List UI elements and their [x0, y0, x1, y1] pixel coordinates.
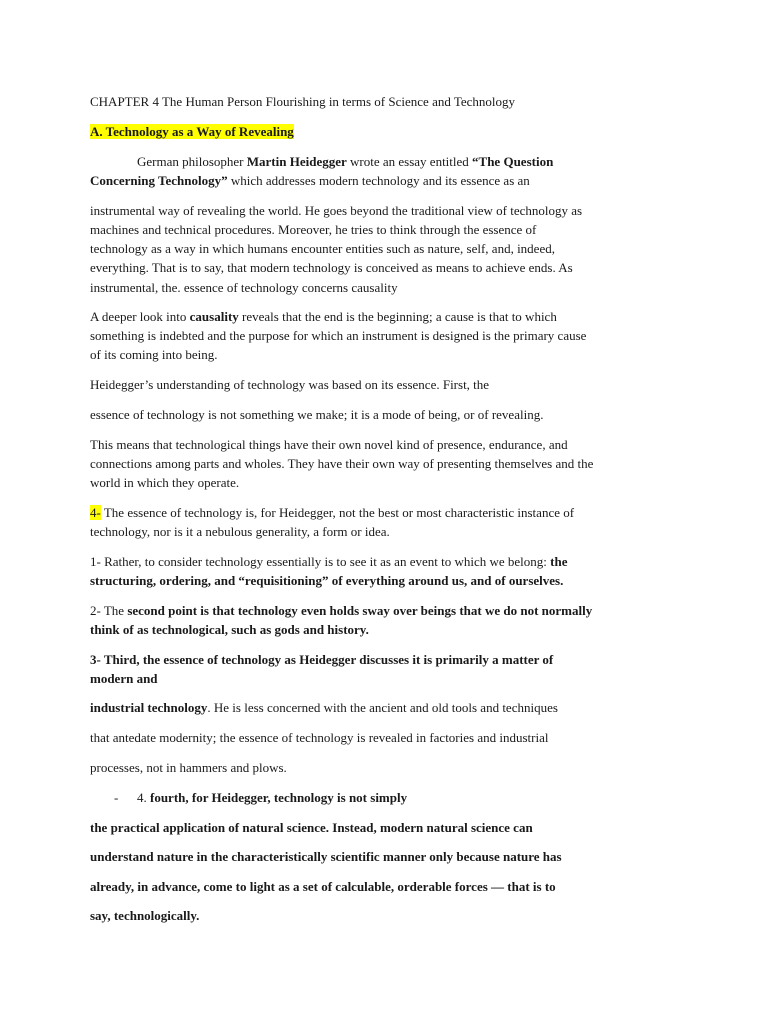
para10-line2: modern and — [90, 671, 158, 686]
bold-run: Concerning Technology” — [90, 173, 228, 188]
bold-run: causality — [189, 309, 239, 324]
para2-line3: technology as a way in which humans encounter entities such as nature, self, and, indeed, — [90, 241, 555, 256]
text-run: A deeper look into — [90, 309, 190, 324]
bold-run: industrial technology — [90, 700, 208, 715]
text-run: The essence of technology is, for Heidegger, not the best or most characteristic instance of — [100, 505, 575, 520]
bullet-marker: - — [114, 790, 119, 805]
bold-run: fourth, for Heidegger, technology is not simply — [150, 790, 408, 805]
bold-run: the — [550, 554, 568, 569]
text-run: German philosopher — [137, 154, 247, 169]
text-run: . He is less concerned with the ancient and old tools and techniques — [207, 700, 558, 715]
para9-line2: think of as technological, such as gods and history. — [90, 622, 369, 637]
text-run: 4. — [137, 790, 150, 805]
para14-line3: already, in advance, come to light as a set of calculable, orderable forces — that is to — [90, 879, 556, 894]
para1-line1 — [137, 154, 553, 170]
para8-line2: structuring, ordering, and “requisitioning” of everything around us, and of ourselves. — [90, 573, 564, 588]
para6-line1: This means that technological things have their own novel kind of presence, endurance, and — [90, 437, 568, 452]
para1-line2 — [90, 173, 530, 189]
text-run: which addresses modern technology and its essence as an — [227, 173, 530, 188]
para6-line2: connections among parts and wholes. They have their own way of presenting themselves and the — [90, 456, 594, 471]
chapter-title: CHAPTER 4 The Human Person Flourishing in terms of Science and Technology — [90, 94, 516, 109]
highlight-section-heading: A. Technology as a Way of Revealing — [90, 124, 294, 139]
para7-line2: technology, nor is it a nebulous generality, a form or idea. — [90, 524, 390, 539]
para2-line2: machines and technical procedures. Moreover, he tries to think through the essence of — [90, 222, 537, 237]
highlight-number: 4- — [90, 505, 101, 520]
para10-line1: 3- Third, the essence of technology as Heidegger discusses it is primarily a matter of — [90, 652, 554, 667]
para14-line4: say, technologically. — [90, 908, 200, 923]
para11 — [90, 700, 558, 716]
para8-line1 — [90, 554, 568, 570]
text-run: 1- Rather, to consider technology essentially is to see it as an event to which we belong: — [90, 554, 551, 569]
para2-line4: everything. That is to say, that modern technology is conceived as means to achieve ends. As — [90, 260, 573, 275]
para14-line2: understand nature in the characteristically scientific manner only because nature has — [90, 849, 562, 864]
bold-run: second point is that technology even holds sway over beings that we do not normally — [127, 603, 593, 618]
para12: that antedate modernity; the essence of technology is revealed in factories and industrial — [90, 730, 549, 745]
section-heading — [90, 124, 294, 140]
para14-line1: the practical application of natural science. Instead, modern natural science can — [90, 820, 533, 835]
bullet-item — [137, 790, 407, 806]
text-run: reveals that the end is the beginning; a cause is that to which — [238, 309, 557, 324]
para5: essence of technology is not something we make; it is a mode of being, or of revealing. — [90, 407, 544, 422]
para3-line1 — [90, 309, 557, 325]
para9-line1 — [90, 603, 592, 619]
bold-run: “The Question — [472, 154, 554, 169]
para2-line5: instrumental, the. essence of technology concerns causality — [90, 280, 398, 295]
text-run: 2- The — [90, 603, 128, 618]
para6-line3: world in which they operate. — [90, 475, 240, 490]
para7-line1 — [90, 505, 574, 521]
para13: processes, not in hammers and plows. — [90, 760, 287, 775]
text-run: wrote an essay entitled — [346, 154, 473, 169]
para4: Heidegger’s understanding of technology was based on its essence. First, the — [90, 377, 490, 392]
para3-line2: something is indebted and the purpose for which an instrument is designed is the primary cause — [90, 328, 587, 343]
para2-line1: instrumental way of revealing the world. He goes beyond the traditional view of technology as — [90, 203, 583, 218]
bold-run: Martin Heidegger — [246, 154, 347, 169]
para3-line3: of its coming into being. — [90, 347, 218, 362]
